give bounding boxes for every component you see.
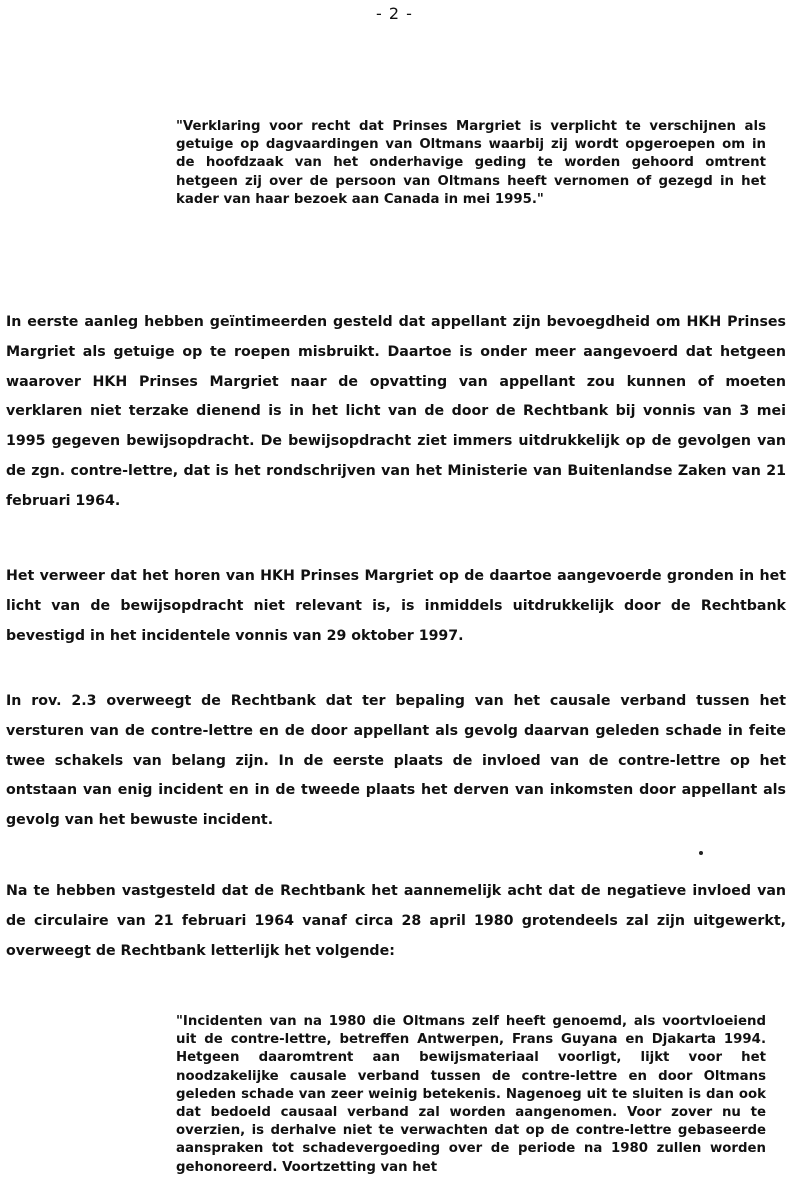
paragraph-1: In eerste aanleg hebben geïntimeerden gesteld dat appellant zijn bevoegdheid om HKH Prinses Margriet als getuige op te roepen misbruikt. Daartoe is onder meer aangevoerd dat hetgeen waarover HKH Prinses Margriet naar de opvatting van appellant zou kunnen of moeten verklaren niet terzake dienend is in het licht van de door de Rechtbank bij vonnis van 3 mei 1995 gegeven bewijsopdracht. De bewijsopdracht ziet immers uitdrukkelijk op de gevolgen van de zgn. contre-lettre, dat is het rondschrijven van het Ministerie van Buitenlandse Zaken van 21 februari 1964. [6, 314, 786, 509]
page-number: - 2 - [376, 4, 413, 23]
paragraph-2: Het verweer dat het horen van HKH Prinses Margriet op de daartoe aangevoerde gronden in het licht van de bewijsopdracht niet relevant is, is inmiddels uitdrukkelijk door de Rechtbank bevestigd in het incidentele vonnis van 29 oktober 1997. [6, 568, 786, 644]
paragraph-3: In rov. 2.3 overweegt de Rechtbank dat ter bepaling van het causale verband tussen het versturen van de contre-lettre en de door appellant als gevolg daarvan geleden schade in feite twee schakels van belang zijn. In de eerste plaats de invloed van de contre-lettre op het ontstaan van enig incident en in de tweede plaats het derven van inkomsten door appellant als gevolg van het bewuste incident. [6, 693, 786, 829]
block-quote-1: "Verklaring voor recht dat Prinses Margriet is verplicht te verschijnen als getuige op dagvaardingen van Oltmans waarbij zij wordt opgeroepen om in de hoofdzaak van het onderhavige geding te worden gehoord omtrent hetgeen zij over de persoon van Oltmans heeft vernomen of gezegd in het kader van haar bezoek aan Canada in mei 1995." [176, 119, 766, 207]
stray-mark [699, 851, 703, 855]
block-quote-2: "Incidenten van na 1980 die Oltmans zelf heeft genoemd, als voortvloeiend uit de contre-lettre, betreffen Antwerpen, Frans Guyana en Djakarta 1994. Hetgeen daaromtrent aan bewijsmateriaal voorligt, lijkt voor het noodzakelijke causale verband tussen de contre-lettre en door Oltmans geleden schade van zeer weinig betekenis. Nagenoeg uit te sluiten is dan ook dat bedoeld causaal verband zal worden aangenomen. Voor zover nu te overzien, is derhalve niet te verwachten dat op de contre-lettre gebaseerde aanspraken tot schadevergoeding over de periode na 1980 zullen worden gehonoreerd. Voortzetting van het [176, 1014, 766, 1175]
paragraph-4: Na te hebben vastgesteld dat de Rechtbank het aannemelijk acht dat de negatieve invloed van de circulaire van 21 februari 1964 vanaf circa 28 april 1980 grotendeels zal zijn uitgewerkt, overweegt de Rechtbank letterlijk het volgende: [6, 883, 786, 959]
